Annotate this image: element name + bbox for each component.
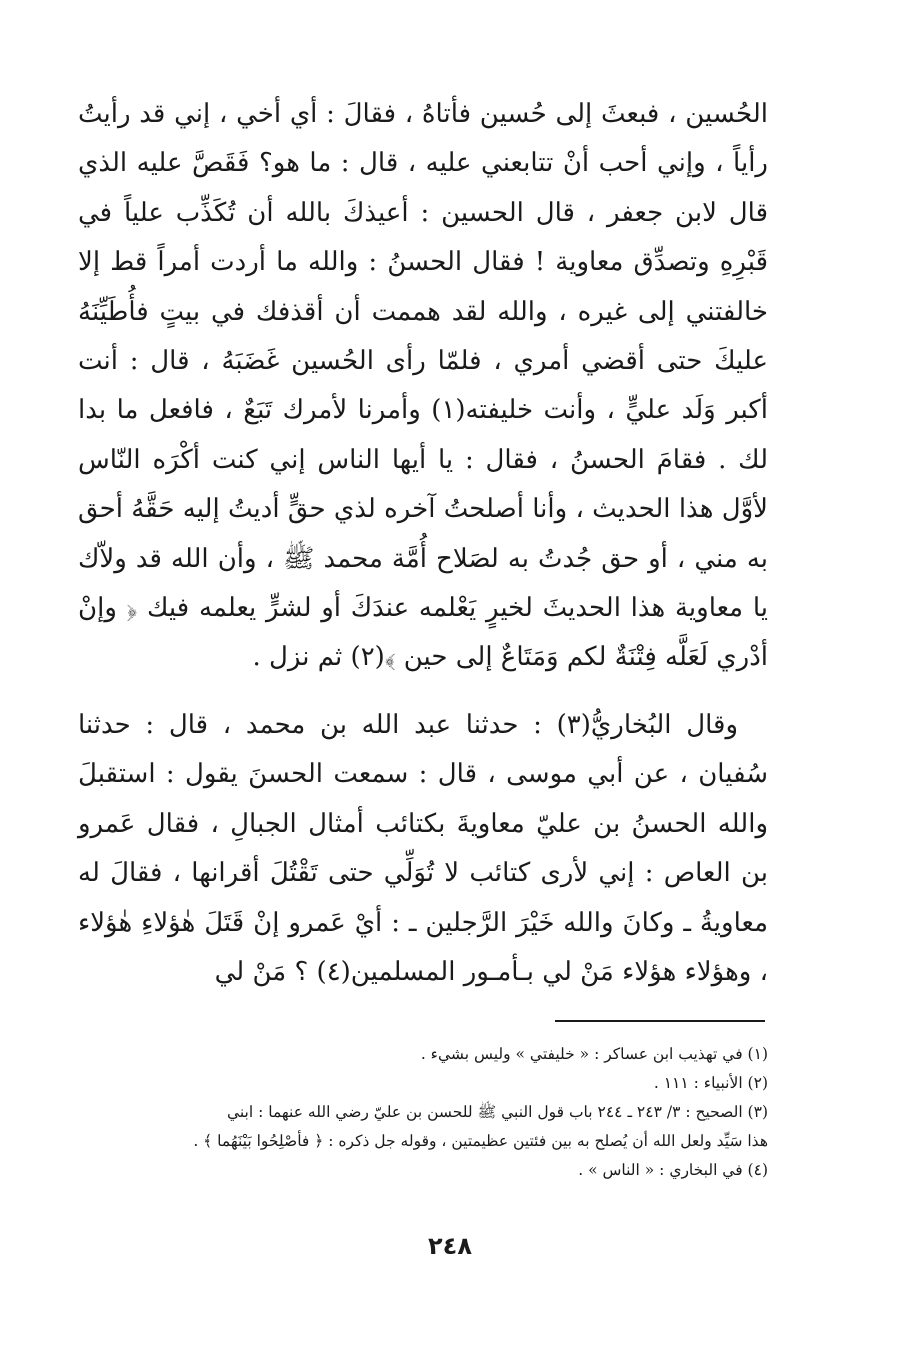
footnote-3: (٣) الصحيح : ٣/ ٢٤٣ ـ ٢٤٤ باب قول النبي ﷺ للحسن بن عليّ رضي الله عنهما : ابني bbox=[226, 1103, 768, 1121]
page-number: ٢٤٨ bbox=[428, 1232, 472, 1260]
main-text bbox=[78, 90, 768, 997]
paragraph-1: الحُسين ، فبعثَ إلى حُسين فأتاهُ ، فقالَ : أي أخي ، إني قد رأيتُ رأياً ، وإني أحب أنْ تتابعني عليه ، قال : ما هو؟ فَقَصَّ عليه الذي قال لابن جعفر ، قال الحسين : أعيذكَ بالله أن تُكَذِّب علياً في قَبْرِهِ وتصدِّق معاوية ! فقال الحسنُ : والله ما أردت أمراً قط إلا خالفتني إلى غيره ، والله لقد هممت أن أقذفك في بيتٍ فأُطَيِّنَهُ عليكَ حتى أقضي أمري ، فلمّا رأى الحُسين غَضَبَهُ ، قال : أنت أكبر وَلَد عليٍّ ، وأنت خليفته(١) وأمرنا لأمرك تَبَعٌ ، فافعل ما بدا لك . فقامَ الحسنُ ، فقال : يا أيها الناس إني كنت أكْرَه النّاس لأوَّل هذا الحديث ، وأنا أصلحتُ آخره لذي حقٍّ أديتُ إليه حَقَّهُ أحق به مني ، أو حق جُدتُ به لصَلاح أُمَّة محمد ﷺ ، وأن الله قد ولاّك يا معاوية هذا الحديثَ لخيرٍ يَعْلمه عندَكَ أو لشرٍّ يعلمه فيك ﴿ وإنْ أدْري لَعَلَّه فِتْنَةٌ لكم وَمَتَاعٌ إلى حين ﴾(٢) ثم نزل . bbox=[78, 99, 768, 673]
footnote-2: (٢) الأنبياء : ١١١ . bbox=[653, 1074, 768, 1092]
footnote-4: (٤) في البخاري : « الناس » . bbox=[578, 1161, 768, 1179]
footnote-divider bbox=[555, 1020, 765, 1022]
paragraph-2: وقال البُخاريُّ(٣) : حدثنا عبد الله بن محمد ، قال : حدثنا سُفيان ، عن أبي موسى ، قال : سمعت الحسنَ يقول : استقبلَ والله الحسنُ بن عليّ معاويةَ بكتائب أمثال الجبالِ ، فقال عَمرو بن العاص : إني لأرى كتائب لا تُوَلِّي حتى تَقْتُلَ أقرانها ، فقالَ له معاويةُ ـ وكانَ والله خَيْرَ الرَّجلين ـ : أيْ عَمرو إنْ قَتَلَ هٰؤلاءِ هٰؤلاء ، وهؤلاء هؤلاء مَنْ لي بـأمـور المسلمين(٤) ؟ مَنْ لي bbox=[78, 709, 768, 987]
footnotes bbox=[78, 1040, 768, 1185]
footnote-1: (١) في تهذيب ابن عساكر : « خليفتي » وليس بشيء . bbox=[420, 1045, 768, 1063]
footnote-3-continuation: هذا سَيِّد ولعل الله أن يُصلح به بين فئتين عظيمتين ، وقوله جل ذكره : ﴿ فأصْلِحُوا بَيْنَهُما ﴾ . bbox=[193, 1132, 768, 1150]
